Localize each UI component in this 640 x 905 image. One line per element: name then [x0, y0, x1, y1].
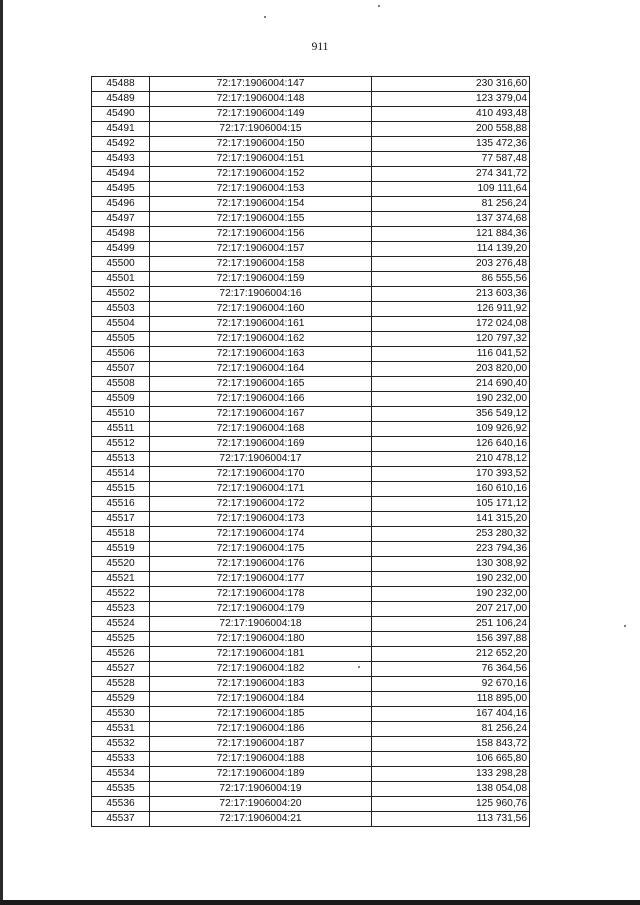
record-number-cell: 45532: [92, 737, 150, 752]
table-row: [92, 347, 530, 362]
table-row: [92, 362, 530, 377]
record-number-cell: 45511: [92, 422, 150, 437]
amount-cell: 76 364,56: [372, 662, 530, 677]
record-number-cell: 45523: [92, 602, 150, 617]
table-row: [92, 467, 530, 482]
amount-cell: 113 731,56: [372, 812, 530, 827]
cadastral-number-cell: 72:17:1906004:166: [150, 392, 372, 407]
table-row: [92, 662, 530, 677]
table-row: [92, 767, 530, 782]
table-row: [92, 602, 530, 617]
table-row: [92, 122, 530, 137]
record-number-cell: 45531: [92, 722, 150, 737]
table-row: [92, 392, 530, 407]
amount-cell: 125 960,76: [372, 797, 530, 812]
cadastral-number-cell: 72:17:1906004:175: [150, 542, 372, 557]
cadastral-number-cell: 72:17:1906004:173: [150, 512, 372, 527]
amount-cell: 274 341,72: [372, 167, 530, 182]
record-number-cell: 45520: [92, 557, 150, 572]
cadastral-number-cell: 72:17:1906004:179: [150, 602, 372, 617]
table-row: [92, 707, 530, 722]
amount-cell: 160 610,16: [372, 482, 530, 497]
amount-cell: 214 690,40: [372, 377, 530, 392]
table-row: [92, 272, 530, 287]
table-row: [92, 572, 530, 587]
table-row: [92, 647, 530, 662]
record-number-cell: 45527: [92, 662, 150, 677]
record-number-cell: 45535: [92, 782, 150, 797]
amount-cell: 190 232,00: [372, 587, 530, 602]
cadastral-number-cell: 72:17:1906004:168: [150, 422, 372, 437]
cadastral-number-cell: 72:17:1906004:20: [150, 797, 372, 812]
amount-cell: 92 670,16: [372, 677, 530, 692]
table-row: [92, 227, 530, 242]
amount-cell: 133 298,28: [372, 767, 530, 782]
table-row: [92, 287, 530, 302]
record-number-cell: 45521: [92, 572, 150, 587]
record-number-cell: 45502: [92, 287, 150, 302]
amount-cell: 212 652,20: [372, 647, 530, 662]
table-row: [92, 512, 530, 527]
table-row: [92, 452, 530, 467]
amount-cell: 207 217,00: [372, 602, 530, 617]
amount-cell: 172 024,08: [372, 317, 530, 332]
record-number-cell: 45517: [92, 512, 150, 527]
cadastral-number-cell: 72:17:1906004:178: [150, 587, 372, 602]
cadastral-number-cell: 72:17:1906004:188: [150, 752, 372, 767]
amount-cell: 213 603,36: [372, 287, 530, 302]
amount-cell: 114 139,20: [372, 242, 530, 257]
cadastral-number-cell: 72:17:1906004:167: [150, 407, 372, 422]
amount-cell: 86 555,56: [372, 272, 530, 287]
cadastral-number-cell: 72:17:1906004:180: [150, 632, 372, 647]
amount-cell: 116 041,52: [372, 347, 530, 362]
cadastral-number-cell: 72:17:1906004:158: [150, 257, 372, 272]
record-number-cell: 45522: [92, 587, 150, 602]
parcel-register-table: [91, 76, 530, 827]
table-row: [92, 317, 530, 332]
amount-cell: 109 111,64: [372, 182, 530, 197]
cadastral-number-cell: 72:17:1906004:160: [150, 302, 372, 317]
scan-speck: [378, 5, 380, 7]
amount-cell: 141 315,20: [372, 512, 530, 527]
table-row: [92, 422, 530, 437]
scan-speck: [264, 16, 266, 18]
amount-cell: 223 794,36: [372, 542, 530, 557]
table-row: [92, 542, 530, 557]
cadastral-number-cell: 72:17:1906004:154: [150, 197, 372, 212]
table-row: [92, 257, 530, 272]
table-row: [92, 587, 530, 602]
cadastral-number-cell: 72:17:1906004:170: [150, 467, 372, 482]
amount-cell: 77 587,48: [372, 152, 530, 167]
record-number-cell: 45493: [92, 152, 150, 167]
amount-cell: 126 911,92: [372, 302, 530, 317]
record-number-cell: 45537: [92, 812, 150, 827]
table-row: [92, 557, 530, 572]
table-row: [92, 527, 530, 542]
cadastral-number-cell: 72:17:1906004:165: [150, 377, 372, 392]
record-number-cell: 45488: [92, 77, 150, 92]
record-number-cell: 45505: [92, 332, 150, 347]
amount-cell: 253 280,32: [372, 527, 530, 542]
amount-cell: 109 926,92: [372, 422, 530, 437]
table-row: [92, 242, 530, 257]
record-number-cell: 45514: [92, 467, 150, 482]
record-number-cell: 45490: [92, 107, 150, 122]
amount-cell: 210 478,12: [372, 452, 530, 467]
table-row: [92, 92, 530, 107]
cadastral-number-cell: 72:17:1906004:17: [150, 452, 372, 467]
record-number-cell: 45491: [92, 122, 150, 137]
record-number-cell: 45504: [92, 317, 150, 332]
amount-cell: 170 393,52: [372, 467, 530, 482]
page-number: 911: [311, 41, 329, 53]
record-number-cell: 45498: [92, 227, 150, 242]
amount-cell: 156 397,88: [372, 632, 530, 647]
amount-cell: 106 665,80: [372, 752, 530, 767]
scan-border-bottom: [0, 900, 640, 905]
cadastral-number-cell: 72:17:1906004:149: [150, 107, 372, 122]
record-number-cell: 45501: [92, 272, 150, 287]
amount-cell: 203 276,48: [372, 257, 530, 272]
amount-cell: 251 106,24: [372, 617, 530, 632]
cadastral-number-cell: 72:17:1906004:176: [150, 557, 372, 572]
amount-cell: 118 895,00: [372, 692, 530, 707]
record-number-cell: 45529: [92, 692, 150, 707]
record-number-cell: 45500: [92, 257, 150, 272]
cadastral-number-cell: 72:17:1906004:151: [150, 152, 372, 167]
cadastral-number-cell: 72:17:1906004:189: [150, 767, 372, 782]
table-row: [92, 107, 530, 122]
cadastral-number-cell: 72:17:1906004:159: [150, 272, 372, 287]
cadastral-number-cell: 72:17:1906004:184: [150, 692, 372, 707]
record-number-cell: 45530: [92, 707, 150, 722]
table-row: [92, 692, 530, 707]
table-row: [92, 812, 530, 827]
cadastral-number-cell: 72:17:1906004:172: [150, 497, 372, 512]
amount-cell: 190 232,00: [372, 392, 530, 407]
amount-cell: 138 054,08: [372, 782, 530, 797]
record-number-cell: 45507: [92, 362, 150, 377]
cadastral-number-cell: 72:17:1906004:21: [150, 812, 372, 827]
amount-cell: 120 797,32: [372, 332, 530, 347]
table-row: [92, 302, 530, 317]
record-number-cell: 45489: [92, 92, 150, 107]
amount-cell: 81 256,24: [372, 197, 530, 212]
cadastral-number-cell: 72:17:1906004:148: [150, 92, 372, 107]
cadastral-number-cell: 72:17:1906004:162: [150, 332, 372, 347]
table-row: [92, 182, 530, 197]
table-row: [92, 752, 530, 767]
table-row: [92, 617, 530, 632]
record-number-cell: 45510: [92, 407, 150, 422]
table-row: [92, 377, 530, 392]
scan-border-left: [0, 0, 3, 905]
record-number-cell: 45512: [92, 437, 150, 452]
record-number-cell: 45509: [92, 392, 150, 407]
record-number-cell: 45519: [92, 542, 150, 557]
cadastral-number-cell: 72:17:1906004:177: [150, 572, 372, 587]
record-number-cell: 45516: [92, 497, 150, 512]
record-number-cell: 45503: [92, 302, 150, 317]
record-number-cell: 45513: [92, 452, 150, 467]
amount-cell: 121 884,36: [372, 227, 530, 242]
table-row: [92, 152, 530, 167]
cadastral-number-cell: 72:17:1906004:183: [150, 677, 372, 692]
cadastral-number-cell: 72:17:1906004:15: [150, 122, 372, 137]
record-number-cell: 45525: [92, 632, 150, 647]
record-number-cell: 45497: [92, 212, 150, 227]
scan-speck: [624, 625, 626, 627]
record-number-cell: 45534: [92, 767, 150, 782]
record-number-cell: 45499: [92, 242, 150, 257]
table-row: [92, 482, 530, 497]
amount-cell: 123 379,04: [372, 92, 530, 107]
cadastral-number-cell: 72:17:1906004:157: [150, 242, 372, 257]
record-number-cell: 45496: [92, 197, 150, 212]
table-row: [92, 437, 530, 452]
table-row: [92, 167, 530, 182]
cadastral-number-cell: 72:17:1906004:18: [150, 617, 372, 632]
cadastral-number-cell: 72:17:1906004:156: [150, 227, 372, 242]
table-row: [92, 497, 530, 512]
table-row: [92, 797, 530, 812]
table-body: [92, 77, 530, 827]
cadastral-number-cell: 72:17:1906004:16: [150, 287, 372, 302]
cadastral-number-cell: 72:17:1906004:186: [150, 722, 372, 737]
cadastral-number-cell: 72:17:1906004:19: [150, 782, 372, 797]
amount-cell: 410 493,48: [372, 107, 530, 122]
table-row: [92, 677, 530, 692]
table-row: [92, 212, 530, 227]
cadastral-number-cell: 72:17:1906004:155: [150, 212, 372, 227]
amount-cell: 137 374,68: [372, 212, 530, 227]
amount-cell: 356 549,12: [372, 407, 530, 422]
table-row: [92, 77, 530, 92]
cadastral-number-cell: 72:17:1906004:174: [150, 527, 372, 542]
amount-cell: 130 308,92: [372, 557, 530, 572]
record-number-cell: 45515: [92, 482, 150, 497]
record-number-cell: 45508: [92, 377, 150, 392]
cadastral-number-cell: 72:17:1906004:147: [150, 77, 372, 92]
record-number-cell: 45506: [92, 347, 150, 362]
cadastral-number-cell: 72:17:1906004:150: [150, 137, 372, 152]
table-row: [92, 332, 530, 347]
cadastral-number-cell: 72:17:1906004:152: [150, 167, 372, 182]
table-row: [92, 782, 530, 797]
table-row: [92, 197, 530, 212]
record-number-cell: 45526: [92, 647, 150, 662]
record-number-cell: 45494: [92, 167, 150, 182]
table-row: [92, 722, 530, 737]
amount-cell: 167 404,16: [372, 707, 530, 722]
cadastral-number-cell: 72:17:1906004:169: [150, 437, 372, 452]
amount-cell: 81 256,24: [372, 722, 530, 737]
record-number-cell: 45495: [92, 182, 150, 197]
cadastral-number-cell: 72:17:1906004:161: [150, 317, 372, 332]
cadastral-number-cell: 72:17:1906004:163: [150, 347, 372, 362]
amount-cell: 203 820,00: [372, 362, 530, 377]
cadastral-number-cell: 72:17:1906004:187: [150, 737, 372, 752]
amount-cell: 135 472,36: [372, 137, 530, 152]
cadastral-number-cell: 72:17:1906004:164: [150, 362, 372, 377]
amount-cell: 105 171,12: [372, 497, 530, 512]
record-number-cell: 45492: [92, 137, 150, 152]
amount-cell: 158 843,72: [372, 737, 530, 752]
amount-cell: 190 232,00: [372, 572, 530, 587]
cadastral-number-cell: 72:17:1906004:171: [150, 482, 372, 497]
record-number-cell: 45524: [92, 617, 150, 632]
record-number-cell: 45536: [92, 797, 150, 812]
record-number-cell: 45518: [92, 527, 150, 542]
cadastral-number-cell: 72:17:1906004:182: [150, 662, 372, 677]
amount-cell: 230 316,60: [372, 77, 530, 92]
table-row: [92, 137, 530, 152]
record-number-cell: 45533: [92, 752, 150, 767]
table-row: [92, 632, 530, 647]
cadastral-number-cell: 72:17:1906004:185: [150, 707, 372, 722]
table-row: [92, 407, 530, 422]
record-number-cell: 45528: [92, 677, 150, 692]
cadastral-number-cell: 72:17:1906004:181: [150, 647, 372, 662]
table-row: [92, 737, 530, 752]
amount-cell: 126 640,16: [372, 437, 530, 452]
cadastral-number-cell: 72:17:1906004:153: [150, 182, 372, 197]
amount-cell: 200 558,88: [372, 122, 530, 137]
